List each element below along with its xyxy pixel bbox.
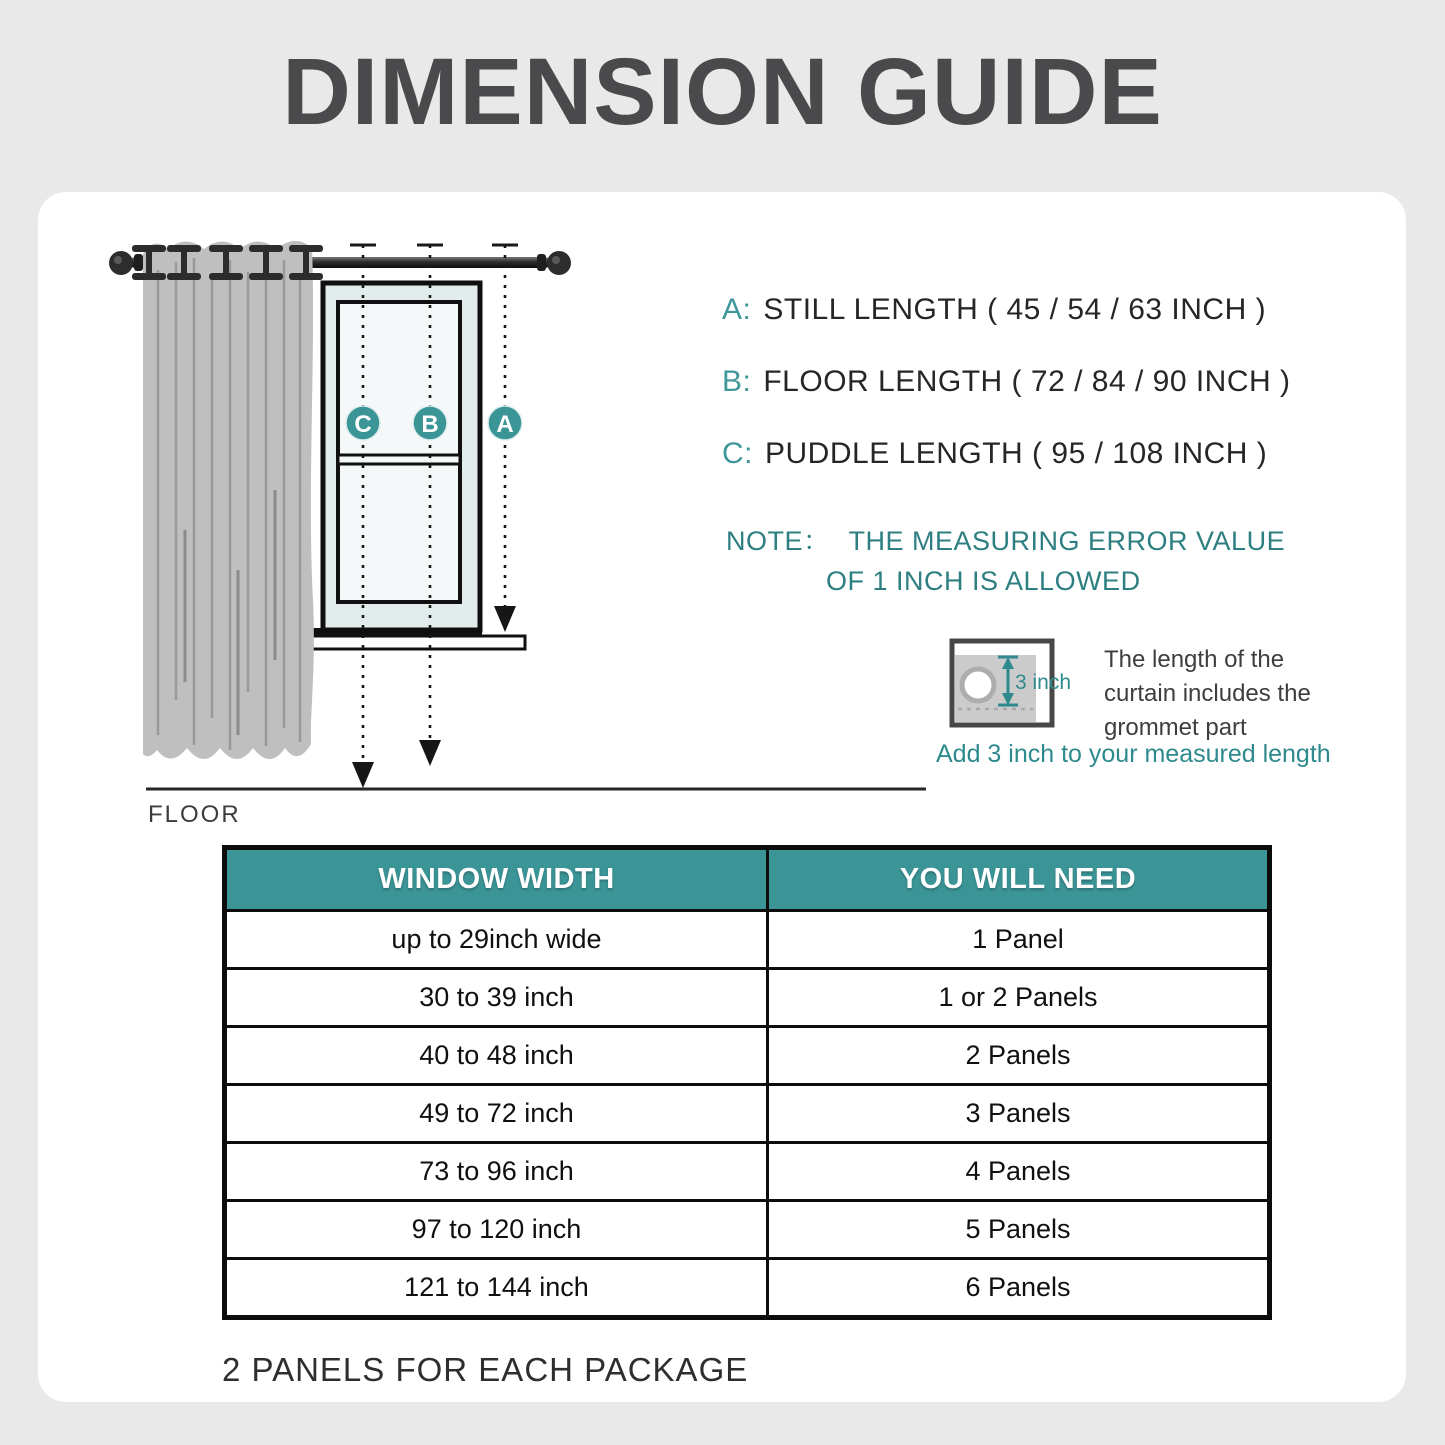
table-row: [225, 1027, 1270, 1085]
note-label: NOTE：: [726, 526, 831, 556]
panel-size-table: [222, 845, 1272, 1320]
table-row: [225, 1143, 1270, 1201]
note-line-2: OF 1 INCH IS ALLOWED: [826, 566, 1141, 596]
cell-window-width: 30 to 39 inch: [225, 969, 768, 1027]
table-header-row: [225, 848, 1270, 911]
cell-panels: 6 Panels: [768, 1259, 1270, 1318]
cell-panels: 5 Panels: [768, 1201, 1270, 1259]
cell-panels: 2 Panels: [768, 1027, 1270, 1085]
header-window-width: WINDOW WIDTH: [225, 848, 768, 911]
cell-window-width: up to 29inch wide: [225, 911, 768, 969]
badge-a: A: [496, 411, 514, 438]
cell-window-width: 121 to 144 inch: [225, 1259, 768, 1318]
length-prefix-a: A:: [722, 293, 752, 326]
cell-window-width: 73 to 96 inch: [225, 1143, 768, 1201]
badge-c: C: [354, 411, 372, 438]
curtain-icon: [132, 241, 323, 759]
cell-panels: 1 or 2 Panels: [768, 969, 1270, 1027]
header-you-will-need: YOU WILL NEED: [768, 848, 1270, 911]
length-text-c: PUDDLE LENGTH ( 95 / 108 INCH ): [765, 437, 1268, 470]
page-title: DIMENSION GUIDE: [282, 39, 1163, 145]
cell-panels: 4 Panels: [768, 1143, 1270, 1201]
cell-panels: 1 Panel: [768, 911, 1270, 969]
window-icon: [323, 283, 480, 630]
length-text-b: FLOOR LENGTH ( 72 / 84 / 90 INCH ): [763, 365, 1291, 398]
cell-panels: 3 Panels: [768, 1085, 1270, 1143]
badge-b: B: [421, 411, 439, 438]
table-row: [225, 1085, 1270, 1143]
table-row: [225, 969, 1270, 1027]
length-prefix-b: B:: [722, 365, 752, 398]
cell-window-width: 97 to 120 inch: [225, 1201, 768, 1259]
note-text-1: THE MEASURING ERROR VALUE: [848, 526, 1286, 556]
length-line-a: [722, 293, 1266, 327]
length-line-c: [722, 437, 1267, 471]
length-text-a: STILL LENGTH ( 45 / 54 / 63 INCH ): [763, 293, 1267, 326]
floor-label: FLOOR: [148, 801, 241, 828]
package-note: 2 PANELS FOR EACH PACKAGE: [222, 1351, 749, 1388]
window-sill: [308, 628, 525, 649]
table-row: [225, 911, 1270, 969]
length-prefix-c: C:: [722, 437, 753, 470]
grommet-hole-icon: [962, 669, 994, 701]
cell-window-width: 40 to 48 inch: [225, 1027, 768, 1085]
note-line-1: [726, 519, 1285, 558]
cell-window-width: 49 to 72 inch: [225, 1085, 768, 1143]
grommet-diagram: [945, 633, 1072, 733]
measure-label-badges: [346, 406, 522, 440]
grommet-tip: Add 3 inch to your measured length: [936, 740, 1331, 768]
length-line-b: [722, 365, 1291, 399]
three-inch-label: 3 inch: [1015, 671, 1072, 694]
grommet-description: The length of the curtain includes the grommet part: [1104, 646, 1311, 741]
table-row: [225, 1259, 1270, 1318]
table-row: [225, 1201, 1270, 1259]
